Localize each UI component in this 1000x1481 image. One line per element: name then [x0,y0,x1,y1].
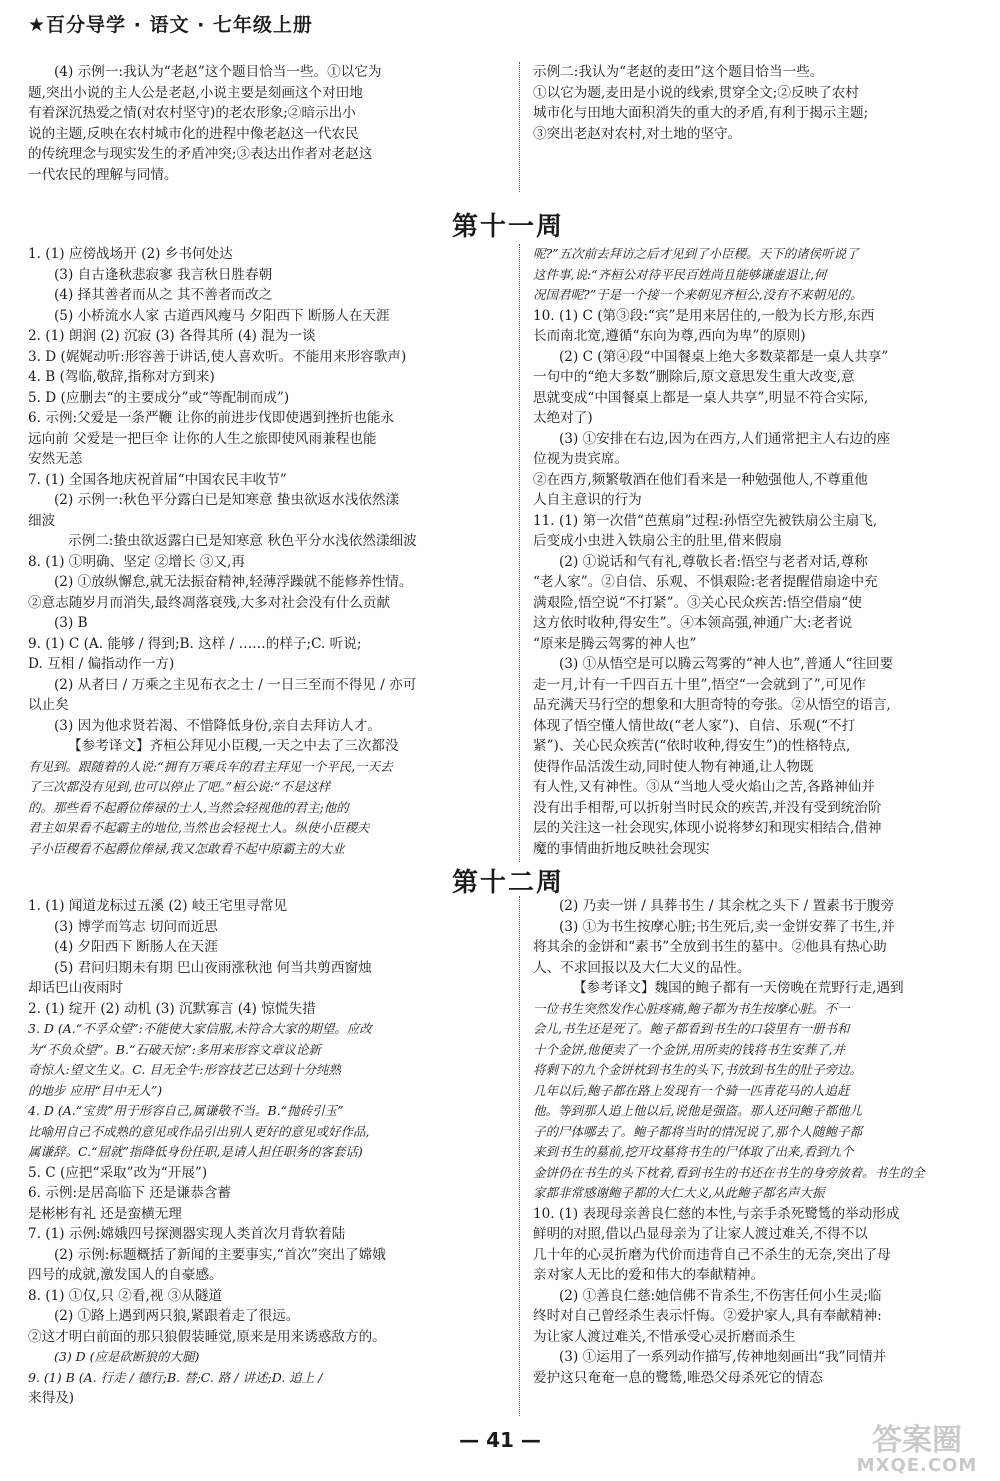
answer-line: (2) ①路上遇到两只狼,紧跟着走了很远。 [54,1308,300,1324]
answer-line: 却话巴山夜雨时 [28,980,124,996]
answer-line: 紧”)、关心民众疾苦(“依时收种,得安生”)的性格特点, [533,738,851,754]
answer-line: (4) 择其善者而从之 其不善者而改之 [54,287,273,303]
answer-line: 题,突出小说的主人公是老赵,小说主要是刻画这个对田地 [28,84,363,101]
answer-line: 将其余的金饼和“素书”全放到书生的墓中。②他具有热心助 [533,939,887,955]
answer-line: (3) B [54,615,88,631]
answer-line: 走一月,计有一千四百五十里”,悟空“一会就到了”,可见作 [533,676,866,693]
answer-line: 魔的事情曲折地反映社会现实 [533,840,710,857]
top-right-column [533,62,988,144]
page-number: — 41 — [459,1428,541,1452]
answer-line: (3) 博学而笃志 切问而近思 [54,918,218,935]
answer-line: (3) D (应是砍断狼的大腿) [54,1349,200,1364]
answer-line: ②意志随岁月而消失,最终凋落衰残,大多对社会没有什么贡献 [28,594,391,611]
answer-line: 示例二:蛰虫欲返露白已是知寒意 秋色平分水浅依然漾细波 [68,533,417,549]
answer-line: 8. (1) ①明确、坚定 ②增长 ③又,再 [28,553,245,570]
answer-line: 四号的成就,激发国人的自豪感。 [28,1267,223,1283]
answer-line: (2) 示例一:秋色平分露白已是知寒意 蛰虫欲返水浅依然漾 [54,492,400,508]
answer-line: 后变成小虫进入铁扇公主的肚里,借来假扇 [533,533,783,549]
answer-line: 远向前 父爱是一把巨伞 让你的人生之旅即使风雨兼程也能 [28,430,377,447]
answer-line: 9. (1) B (A. 行走 / 德行;B. 替;C. 路 / 讲述;D. 追上 / [28,1369,323,1385]
answer-line: ②这才明白前面的那只狼假装睡觉,原来是用来诱惑敌方的。 [28,1328,386,1345]
answer-line: 是彬彬有礼 还是蛮横无理 [28,1205,182,1222]
book-header: ★百分导学 · 语文 · 七年级上册 [28,14,313,36]
answer-line: 来到书生的墓前,挖开坟墓将书生的尸体取了出来,看到九个 [533,1144,854,1159]
answer-line: 为让家人渡过难关,不惜承受心灵折磨而杀生 [533,1328,796,1345]
answer-line: (3) 因为他求贤若渴、不惜降低身份,亲自去拜访人才。 [54,717,381,734]
answer-line: (3) ①为书生按摩心脏;书生死后,卖一金饼安葬了书生,并 [559,918,895,935]
week-12-right-column [533,896,988,1388]
answer-line: 6. 示例:是居高临下 还是谦恭含蓄 [28,1185,231,1201]
answer-line: 为“不负众望”。B.“石破天惊”:多用来形容文章议论新 [28,1041,321,1057]
answer-line: ③突出老赵对农村,对土地的坚守。 [533,125,742,142]
answer-line: 这件事,说:“齐桓公对待平民百姓尚且能够谦虚退让,何 [533,266,827,282]
answer-line: 亲对家人无比的爱和伟大的奉献精神。 [533,1267,765,1283]
answer-line: (5) 君问归期未有期 巴山夜雨涨秋池 何当共剪西窗烛 [54,959,372,976]
answer-line: 7. (1) 示例:嫦娥四号探测器实现人类首次月背软着陆 [28,1226,346,1242]
answer-line: 奇惊人:望文生义。C. 目无全牛:形容技艺已达到十分纯熟 [28,1062,341,1077]
answer-line: 长而南北宽,遵循“东向为尊,西向为卑”的原则) [533,328,806,344]
answer-line: 说的主题,反映在农村城市化的进程中像老赵这一代农民 [28,125,359,142]
answer-line: 比喻用自己不成熟的意见或作品引出别人更好的意见或好作品, [28,1123,370,1139]
answer-line: “原来是腾云驾雾的神人也” [533,635,697,652]
answer-line: 城市化与田地大面积消失的重大的矛盾,有利于揭示主题; [533,105,869,121]
answer-line: (2) ①善良仁慈:她信佛不肯杀生,不伤害任何小生灵;临 [559,1287,882,1304]
answer-line: 家都非常感谢鲍子都的大仁大义,从此鲍子都名声大振 [533,1185,825,1200]
answer-line: “老人家”。②自信、乐观、不惧艰险:老者提醒借扇途中充 [533,574,878,590]
answer-line: 1. (1) 闻道龙标过五溪 (2) 岐王宅里寻常见 [28,898,288,914]
answer-line: 来得及) [28,1390,75,1406]
answer-line: 层的关注这一社会现实,体现小说将梦幻和现实相结合,借神 [533,820,882,836]
answer-line: 一位书生突然发作心脏疼痛,鲍子都为书生按摩心脏。不一 [533,1000,850,1016]
answer-line: 示例二:我认为“老赵的麦田”这个题目恰当一些。 [533,64,824,80]
answer-line: 人、不求回报以及大仁大义的品性。 [533,959,751,976]
column-divider [519,244,520,862]
watermark-url: MXQE.COM [856,1455,978,1476]
answer-line: 5. C (应把“采取”改为“开展”) [28,1164,208,1181]
answer-line: 以止矣 [28,697,69,713]
answer-line: 金饼仍在书生的头下枕着,看到书生的书还在书生的身旁放着。书生的全 [533,1164,925,1180]
answer-line: 子小臣稷看不起爵位俸禄,我又怎敢看不起中原霸主的大业 [28,840,345,856]
column-divider [519,62,520,192]
answer-line: 终时对自己曾经杀生表示忏悔。②爱护家人,具有奉献精神: [533,1308,882,1324]
answer-line: 将剩下的九个金饼枕到书生的头下,书放到书生的肚子旁边。 [533,1062,862,1077]
answer-line: (5) 小桥流水人家 古道西风瘦马 夕阳西下 断肠人在天涯 [54,307,390,324]
answer-line: (3) ①从悟空是可以腾云驾雾的“神人也”,普通人“往回要 [559,656,894,672]
answer-line: 位视为贵宾席。 [533,451,629,467]
answer-line: 【参考译文】齐桓公拜见小臣稷,一天之中去了三次都没 [68,738,399,754]
answer-line: 他。等到那人追上他以后,说他是强盗。那人还问鲍子都他儿 [533,1103,862,1118]
answer-line: 一句中的“绝大多数”删除后,原文意思发生重大改变,意 [533,369,855,385]
answer-line: 没有出手相帮,可以折射当时民众的疾苦,并没有受到统治阶 [533,799,882,816]
answer-line: 有人性,又有神性。③从“当地人受火焰山之苦,各路神仙并 [533,779,875,795]
answer-line: 的地步 应用“目中无人”) [28,1082,163,1098]
answer-line: 3. D (A.“不孚众望”:不能使大家信服,未符合大家的期望。应改 [28,1021,372,1036]
answer-line: 爱护这只奄奄一息的鹭鸶,唯恐父母杀死它的情态 [533,1369,823,1386]
answer-line: 1. (1) 应傍战场开 (2) 乡书何处达 [28,246,233,262]
answer-line: 子的尸体哪去了。鲍子都将当时的情况说了,那个人随鲍子都 [533,1123,862,1139]
answer-line: 安然无恙 [28,451,83,467]
answer-line: 太绝对了) [533,410,593,426]
answer-line: 的传统理念与现实发生的矛盾冲突;③表达出作者对老赵这 [28,146,373,162]
answer-line: ②在西方,频繁敬酒在他们看来是一种勉强他人,不尊重他 [533,471,868,488]
answer-line: 人自主意识的行为 [533,492,642,508]
answer-line: 的。那些看不起爵位俸禄的士人,当然会轻视他的君主;他的 [28,799,349,815]
answer-line: 10. (1) C (第③段:“宾”是用来居住的,一般为长方形,东西 [533,307,875,324]
answer-line: 6. 示例:父爱是一条严鞭 让你的前进步伐即使遇到挫折也能永 [28,410,395,426]
answer-line: 9. (1) C (A. 能够 / 得到;B. 这样 / ……的样子;C. 听说; [28,635,362,652]
answer-line: 7. (1) 全国各地庆祝首届“中国农民丰收节” [28,471,287,488]
week-11-title: 第十一周 [451,212,564,242]
answer-line: 鲜明的对照,借以凸显母亲为了让家人渡过难关,不得不以 [533,1226,868,1242]
answer-line: 使得作品活泼生动,同时使人物有神通,让人物既 [533,758,814,775]
answer-line: 十个金饼,他便卖了一个金饼,用所卖的钱将书生安葬了,并 [533,1041,845,1057]
week-12-left-column [28,896,508,1409]
answer-line: (3) ①运用了一系列动作描写,传神地刻画出“我”同情并 [559,1349,887,1365]
answer-line: 4. D (A.“宝贵”用于形容自己,属谦敬不当。B.“抛砖引玉” [28,1103,344,1118]
answer-line: 品充满天马行空的想象和大胆奇特的夸张。②从悟空的语言, [533,697,891,713]
week-11-right-column [533,244,988,859]
watermark-text: 答案圈 [872,1423,962,1458]
answer-line: (3) ①安排在右边,因为在西方,人们通常把主人右边的座 [559,430,891,447]
answer-line: 4. B (驾临,敬辞,指称对方到来) [28,369,215,385]
answer-line: (4) 示例一:我认为“老赵”这个题目恰当一些。①以它为 [54,64,382,80]
answer-line: 【参考译文】魏国的鲍子都有一天傍晚在荒野行走,遇到 [573,980,904,996]
answer-line: 11. (1) 第一次借“芭蕉扇”过程:孙悟空先被铁扇公主扇飞, [533,512,878,529]
answer-line: (4) 夕阳西下 断肠人在天涯 [54,939,218,955]
answer-line: 满艰险,悟空说“不打紧”。③关心民众疾苦:悟空借扇“使 [533,594,862,611]
top-left-column [28,62,508,185]
answer-line: (2) 示例:标题概括了新闻的主要事实,“首次”突出了嫦娥 [54,1246,386,1263]
answer-line: 几十年的心灵折磨为代价而违背自己不杀生的无奈,突出了母 [533,1246,891,1263]
answer-line: 这方依时收种,得安生”。④本领高强,神通广大:老者说 [533,615,853,631]
answer-line: 10. (1) 表现母亲善良仁慈的本性,与亲手杀死鹭鸶的举动形成 [533,1205,900,1222]
answer-line: 一代农民的理解与同情。 [28,166,178,183]
answer-line: 了三次都没有见到,也可以停止了吧。”桓公说:“不是这样 [28,779,331,794]
answer-line: (2) ①说话和气有礼,尊敬长者:悟空与老者对话,尊称 [559,553,868,570]
answer-line: 2. (1) 朗润 (2) 沉寂 (3) 各得其所 (4) 混为一谈 [28,328,316,344]
answer-line: 有见到。跟随着的人说:“拥有万乘兵车的君主拜见一个平民,一天去 [28,758,393,774]
answer-line: 况国君呢?”于是一个接一个来朝见齐桓公,没有不来朝见的。 [533,287,863,302]
answer-line: 体现了悟空懂人情世故(“老人家”)、自信、乐观(“不打 [533,717,856,734]
week-12-title: 第十二周 [451,868,564,898]
answer-line: 思就变成“中国餐桌上都是一桌人共享”,明显不符合实际, [533,389,869,406]
answer-line: 几年以后,鲍子都在路上发现有一个骑一匹青花马的人追赶 [533,1082,850,1098]
watermark-logo [842,1425,992,1475]
answer-line: 属谦辞。C.“屈就”指降低身份任职,是请人担任职务的客套话) [28,1144,363,1159]
answer-line: (2) C (第④段“中国餐桌上绝大多数菜都是一桌人共享” [559,348,889,365]
answer-line: (2) ①放纵懈怠,就无法振奋精神,轻薄浮躁就不能修养性情。 [54,574,413,590]
answer-line: (3) 自古逢秋悲寂寥 我言秋日胜春朝 [54,266,273,283]
answer-line: 3. D (娓娓动听:形容善于讲话,使人喜欢听。不能用来形容歌声) [28,348,407,365]
answer-line: D. 互相 / 偏指动作一方) [28,656,175,672]
answer-line: (2) 乃卖一饼 / 具葬书生 / 其余枕之头下 / 置素书于腹旁 [559,898,895,914]
answer-line: 5. D (应删去“的主要成分”或“等配制而成”) [28,389,290,406]
week-11-left-column [28,244,508,859]
answer-line: ①以它为题,麦田是小说的线索,贯穿全文;②反映了农村 [533,84,859,101]
answer-line: 细波 [28,512,56,529]
answer-line: 2. (1) 绽开 (2) 动机 (3) 沉默寡言 (4) 惊慌失措 [28,1000,316,1017]
answer-line: 会儿,书生还是死了。鲍子都看到书生的口袋里有一册书和 [533,1021,850,1036]
answer-line: 君主如果看不起霸主的地位,当然也会轻视士人。纵使小臣稷夫 [28,820,370,835]
answer-line: 呢?”五次前去拜访之后才见到了小臣稷。天下的诸侯听说了 [533,246,859,261]
column-divider [519,896,520,1416]
answer-line: 8. (1) ①仅,只 ②看,视 ③从隧道 [28,1287,223,1304]
answer-line: (2) 从者曰 / 万乘之主见布衣之士 / 一日三至而不得见 / 亦可 [54,676,417,693]
answer-line: 有着深沉热爱之情(对农村坚守)的老农形象;②暗示出小 [28,105,356,121]
